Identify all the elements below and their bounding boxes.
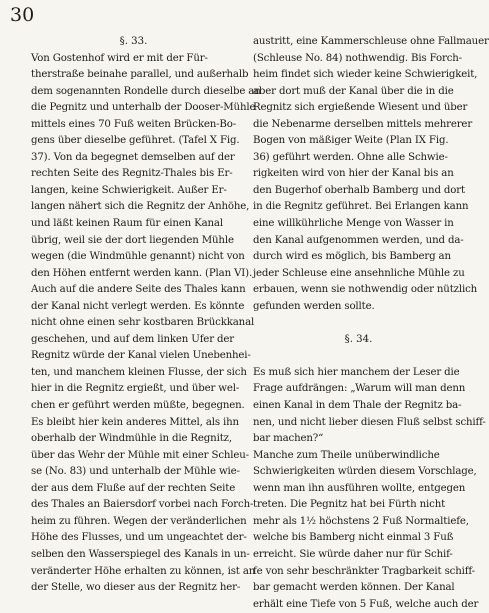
text-line: der Kanal nicht verlegt werden. Es könnte bbox=[31, 300, 245, 312]
text-line: Manche zum Theile unüberwindliche bbox=[253, 449, 440, 461]
text-line: se (No. 83) und unterhalb der Mühle wie- bbox=[31, 466, 240, 478]
text-line: den Höhen entfernt werden kann. (Plan VI). bbox=[31, 267, 253, 279]
text-line: der aus dem Fluße auf der rechten Seite bbox=[31, 482, 236, 494]
text-line: eine willkührliche Menge von Wasser in bbox=[253, 218, 454, 230]
text-line: Frage aufdrängen: „Warum will man denn bbox=[253, 383, 466, 395]
text-line: die Pegnitz und unterhalb der Dooser-Mühle bbox=[31, 102, 256, 114]
text-line: erbauen, wenn sie nothwendig oder nützlich bbox=[253, 284, 478, 296]
text-line: der Stelle, wo dieser aus der Regnitz her- bbox=[31, 582, 241, 594]
text-line: therstraße beinahe parallel, und außerhalb bbox=[31, 69, 249, 81]
text-line: gefunden werden sollte. bbox=[253, 300, 375, 312]
right-column-text-upper bbox=[253, 34, 489, 315]
text-line: Es muß sich hier manchem der Leser die bbox=[253, 366, 460, 378]
text-line: langen, keine Schwierigkeit. Außer Er- bbox=[31, 184, 227, 196]
text-line: heim zu führen. Wegen der veränderlichen bbox=[31, 515, 247, 527]
text-line: mehr als 1½ höchstens 2 Fuß Normaltiefe, bbox=[253, 515, 469, 527]
text-line: die Nebenarme derselben mittels mehrerer bbox=[253, 118, 473, 130]
text-line: 37). Von da begegnet demselben auf der bbox=[31, 151, 235, 163]
text-line: erreicht. Sie würde daher nur für Schif- bbox=[253, 548, 453, 560]
text-line: einen Kanal in dem Thale der Regnitz ba- bbox=[253, 400, 462, 412]
text-line: Regnitz sich ergießende Wiesent und über bbox=[253, 102, 468, 114]
text-line: rechten Seite des Regnitz-Thales bis Er- bbox=[31, 168, 233, 180]
text-line: aber dort muß der Kanal über die in die bbox=[253, 85, 454, 97]
text-line: fe von sehr beschränkter Tragbarkeit schiff- bbox=[253, 565, 475, 577]
text-line: über das Wehr der Mühle mit einer Schleu- bbox=[31, 449, 249, 461]
text-line: Schwierigkeiten würden diesem Vorschlage, bbox=[253, 466, 477, 478]
text-line: Höhe des Flusses, und um ungeachtet der- bbox=[31, 532, 247, 544]
text-line: bar gemacht werden können. Der Kanal bbox=[253, 582, 455, 594]
text-line: (Schleuse No. 84) nothwendig. Bis Forch- bbox=[253, 52, 462, 64]
text-line: den Bugerhof oberhalb Bamberg und dort bbox=[253, 184, 465, 196]
text-line: mittels eines 70 Fuß weiten Brücken-Bo- bbox=[31, 118, 237, 130]
text-line: ten, und manchem kleinen Flusse, der sich bbox=[31, 366, 247, 378]
text-line: veränderter Höhe erhalten zu können, ist an bbox=[31, 565, 256, 577]
paragraph-gap bbox=[253, 348, 464, 365]
text-line: welche bis Bamberg nicht einmal 3 Fuß bbox=[253, 532, 454, 544]
text-line: austritt, eine Kammerschleuse ohne Fallmauer bbox=[253, 36, 489, 47]
text-line: selben den Wasserspiegel des Kanals in un- bbox=[31, 548, 250, 560]
right-column bbox=[253, 34, 489, 613]
text-line: Es bleibt hier kein anderes Mittel, als ihn bbox=[31, 416, 239, 428]
text-line: wenn man ihn ausführen wollte, entgegen bbox=[253, 482, 466, 494]
section-heading-34: §. 34. bbox=[344, 333, 373, 345]
text-line: oberhalb der Windmühle in die Regnitz, bbox=[31, 433, 232, 445]
text-line: nicht ohne einen sehr kostbaren Brückkanal bbox=[31, 317, 255, 329]
left-column-text bbox=[31, 51, 261, 597]
text-line: 36) geführt werden. Ohne alle Schwie- bbox=[253, 151, 448, 163]
text-line: und läßt keinen Raum für einen Kanal bbox=[31, 218, 223, 230]
section-heading-33: §. 33. bbox=[119, 36, 148, 47]
page-number: 30 bbox=[10, 4, 35, 26]
paragraph-gap bbox=[253, 315, 464, 332]
right-column-text-lower bbox=[253, 365, 486, 613]
text-line: nen, und nicht lieber diesen Fluß selbst schiff- bbox=[253, 416, 486, 428]
text-line: Bogen von mäßiger Weite (Plan IX Fig. bbox=[253, 135, 449, 147]
text-line: erhält eine Tiefe von 5 Fuß, welche auch der bbox=[253, 598, 479, 610]
text-line: jeder Schleuse eine ansehnliche Mühle zu bbox=[253, 267, 465, 279]
text-line: durch wird es möglich, bis Bamberg an bbox=[253, 251, 451, 263]
text-line: gens über dieselbe geführet. (Tafel X Fig. bbox=[31, 135, 240, 147]
text-line: übrig, weil sie der dort liegenden Mühle bbox=[31, 234, 234, 246]
text-line: bar machen?“ bbox=[253, 433, 324, 445]
text-line: chen er geführt werden müßte, begegnen. bbox=[31, 400, 245, 412]
text-line: Regnitz würde der Kanal vielen Unebenhei- bbox=[31, 350, 251, 362]
text-line: langen nähert sich die Regnitz der Anhöhe, bbox=[31, 201, 250, 213]
text-line: Von Gostenhof wird er mit der Für- bbox=[31, 52, 208, 64]
text-line: dem sogenannten Rondelle durch dieselbe an bbox=[31, 85, 261, 97]
text-line: treten. Die Pegnitz hat bei Fürth nicht bbox=[253, 499, 446, 511]
text-line: des Thales an Baiersdorf vorbei nach Forch- bbox=[31, 499, 254, 511]
text-line: geschehen, und auf dem linken Ufer der bbox=[31, 333, 234, 345]
text-line: hier in die Regnitz ergießt, und über wel- bbox=[31, 383, 240, 395]
text-line: Auch auf die andere Seite des Thales kann bbox=[31, 284, 246, 296]
text-line: rigkeiten wird von hier der Kanal bis an bbox=[253, 168, 454, 180]
text-line: heim findet sich wieder keine Schwierigkeit, bbox=[253, 69, 478, 81]
left-column bbox=[31, 34, 261, 597]
text-line: den Kanal aufgenommen werden, und da- bbox=[253, 234, 464, 246]
text-line: wegen (die Windmühle genannt) nicht von bbox=[31, 251, 245, 263]
text-line: in die Regnitz geführet. Bei Erlangen kann bbox=[253, 201, 469, 213]
